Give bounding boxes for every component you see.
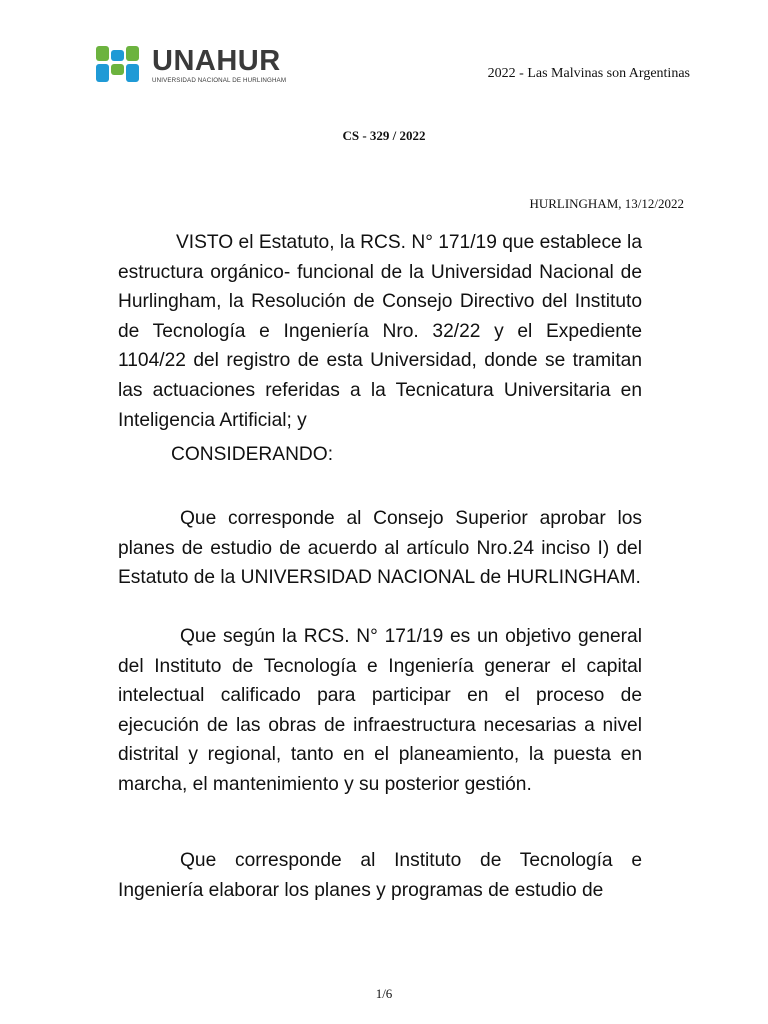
page-number: 1/6 [375, 986, 393, 1001]
visto-text: VISTO el Estatuto, la RCS. N° 171/19 que establece la estructura orgánico- funcional de la Universidad Nacional de Hurlingham, la Resolución de Consejo Directivo del Instituto de Tecnología e Ingeniería Nro. 32/22 y el Expediente 1104/22 del registro de esta Universidad, donde se tramitan las actuaciones referidas a la Tecnicatura Universitaria en Inteligencia Artificial; y [118, 232, 642, 431]
paragraph-1-text: Que corresponde al Consejo Superior aprobar los planes de estudio de acuerdo al artículo Nro.24 inciso I) del Estatuto de la UNIVERSIDAD NACIONAL de HURLINGHAM. [118, 508, 642, 589]
logo-name: UNAHUR [152, 45, 281, 77]
paragraph-3 [118, 846, 642, 905]
considerando-heading: CONSIDERANDO: [171, 444, 334, 465]
logo-subtitle: UNIVERSIDAD NACIONAL DE HURLINGHAM [152, 77, 287, 84]
paragraph-2 [118, 622, 642, 800]
header-motto: 2022 - Las Malvinas son Argentinas [487, 66, 690, 81]
paragraph-1 [118, 504, 642, 593]
unahur-logo [96, 46, 286, 86]
visto-paragraph [118, 228, 642, 435]
resolution-code: CS - 329 / 2022 [342, 128, 426, 143]
paragraph-3-text: Que corresponde al Instituto de Tecnología e Ingeniería elaborar los planes y programas de estudio de [118, 850, 642, 901]
place-date: HURLINGHAM, 13/12/2022 [529, 196, 684, 211]
unahur-logo-mark-icon [96, 46, 140, 82]
paragraph-2-text: Que según la RCS. N° 171/19 es un objetivo general del Instituto de Tecnología e Ingeniería generar el capital intelectual calificado para participar en el proceso de ejecución de las obras de infraestructura necesarias a nivel distrital y regional, tanto en el planeamiento, la puesta en marcha, el mantenimiento y su posterior gestión. [118, 626, 642, 795]
